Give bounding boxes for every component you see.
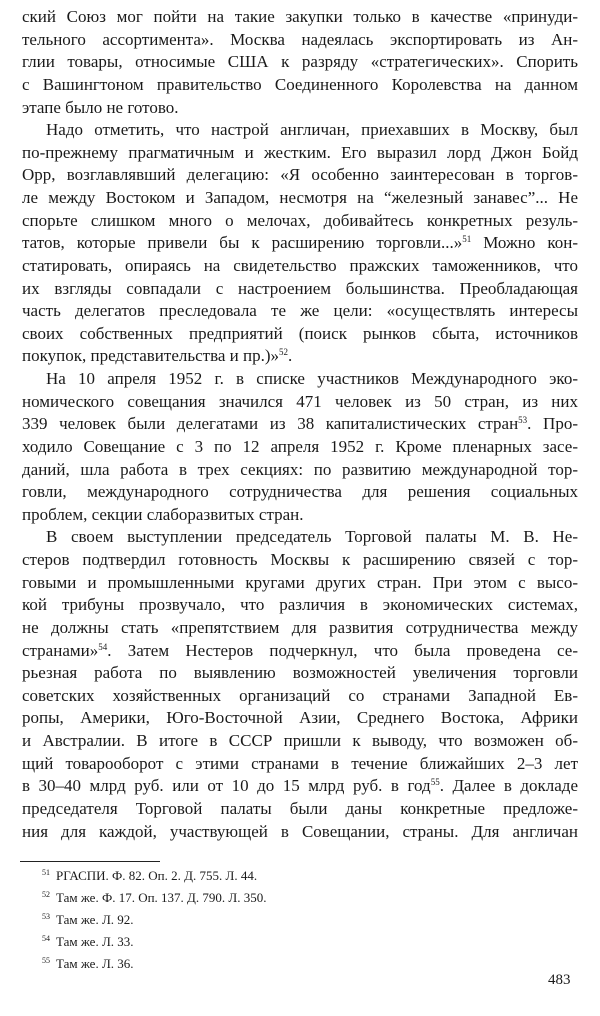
text-segment: ропы, Америки, Юго-Восточной Азии, Среднего Востока, Африки <box>22 708 578 728</box>
text-line <box>22 6 578 29</box>
text-line <box>22 187 578 210</box>
footnote-text: Там же. Л. 92. <box>56 912 134 927</box>
text-line <box>22 413 578 436</box>
text-line <box>22 436 578 459</box>
footnote-number: 54 <box>42 934 50 943</box>
text-line <box>22 51 578 74</box>
text-line <box>22 572 578 595</box>
page-number: 483 <box>548 972 571 988</box>
text-segment: Орр, возглавлявший делегацию: «Я особенно заинтересован в торгов- <box>22 165 578 185</box>
text-segment: в 30–40 млрд руб. или от 10 до 15 млрд руб. в год <box>22 776 431 796</box>
text-line <box>22 210 578 233</box>
footnote-separator <box>20 861 160 862</box>
text-segment: председателя Торговой палаты были даны конкретные предложе- <box>22 798 578 818</box>
footnote-number: 51 <box>42 868 50 877</box>
text-line <box>22 526 578 549</box>
text-segment: своих собственных предприятий (поиск рынков сбыта, источников <box>22 323 578 343</box>
text-segment: по-прежнему прагматичным и жестким. Его выразил лорд Джон Бойд <box>22 142 578 162</box>
text-line <box>22 504 578 527</box>
text-line <box>22 74 578 97</box>
text-line <box>22 821 578 844</box>
paragraph <box>22 6 578 119</box>
text-segment: странами» <box>22 640 99 660</box>
footnote-number: 53 <box>42 912 50 921</box>
text-segment: проблем, секции слаборазвитых стран. <box>22 504 304 524</box>
text-line <box>22 685 578 708</box>
text-segment: тельного ассортимента». Москва надеялась экспортировать из Ан- <box>22 29 578 49</box>
text-segment: В своем выступлении председатель Торговой палаты М. В. Не- <box>46 527 578 547</box>
text-segment: кой трибуны прозвучало, что различия в экономических системах, <box>22 595 578 615</box>
text-line <box>22 119 578 142</box>
text-line <box>22 391 578 414</box>
text-line <box>22 753 578 776</box>
paragraph <box>22 119 578 368</box>
text-segment: татов, которые привели бы к расширению торговли...» <box>22 233 463 253</box>
text-segment: Можно кон- <box>471 233 578 253</box>
text-segment: говли, международного сотрудничества для решения социальных <box>22 482 578 502</box>
text-segment: спорьте слишком много о мелочах, добивайтесь конкретных резуль- <box>22 210 578 230</box>
footnote <box>42 931 267 953</box>
text-segment: стеров подтвердил готовность Москвы к расширению связей с тор- <box>22 550 578 569</box>
text-line <box>22 278 578 301</box>
footnote-ref: 53 <box>518 415 528 426</box>
text-line <box>22 798 578 821</box>
text-line <box>22 549 578 572</box>
text-segment: ния для каждой, участвующей в Совещании, страны. Для англичан <box>22 821 578 841</box>
footnote-number: 52 <box>42 890 50 899</box>
footnote-text: Там же. Л. 36. <box>56 956 134 971</box>
text-segment: Надо отметить, что настрой англичан, приехавших в Москву, был <box>46 120 578 140</box>
text-segment: рьезная работа по выявлению возможностей увеличения торговли <box>22 663 578 683</box>
text-segment: часть делегатов преследовала те же цели: «осуществлять интересы <box>22 301 578 321</box>
text-segment: ский Союз мог пойти на такие закупки только в качестве «принуди- <box>22 7 578 26</box>
text-segment: номического совещания значился 471 человек из 50 стран, из них <box>22 391 578 411</box>
text-line <box>22 662 578 685</box>
footnotes <box>42 865 267 975</box>
footnote-ref: 51 <box>462 234 472 245</box>
text-line <box>22 640 578 663</box>
text-line <box>22 459 578 482</box>
text-segment: На 10 апреля 1952 г. в списке участников Международного эко- <box>46 369 578 388</box>
text-line <box>22 97 578 120</box>
text-segment: глии товары, относимые США к разряду «стратегических». Спорить <box>22 52 578 72</box>
footnote <box>42 887 267 909</box>
text-segment: . Про- <box>527 414 578 434</box>
text-line <box>22 142 578 165</box>
footnote <box>42 953 267 975</box>
text-segment: не должны стать «препятствием для развития сотрудничества между <box>22 617 578 637</box>
footnote-ref: 54 <box>98 641 108 652</box>
body-text <box>22 6 578 843</box>
footnote-ref: 55 <box>430 777 440 788</box>
text-line <box>22 481 578 504</box>
text-line <box>22 29 578 52</box>
text-segment: их взгляды совпадали с настроением большинства. Преобладающая <box>22 278 578 298</box>
text-segment: . Далее в докладе <box>439 776 578 796</box>
text-line <box>22 300 578 323</box>
paragraph <box>22 526 578 843</box>
text-segment: щий товарооборот с этими странами в течение ближайших 2–3 лет <box>22 753 578 773</box>
footnote-text: РГАСПИ. Ф. 82. Оп. 2. Д. 755. Л. 44. <box>56 868 258 883</box>
text-segment: этапе было не готово. <box>22 97 179 117</box>
footnote <box>42 865 267 887</box>
text-line <box>22 368 578 391</box>
text-line <box>22 617 578 640</box>
footnote-number: 55 <box>42 956 50 965</box>
text-segment: и Австралии. В итоге в СССР пришли к выводу, что возможен об- <box>22 731 578 750</box>
text-line <box>22 707 578 730</box>
text-line <box>22 164 578 187</box>
footnote-text: Там же. Ф. 17. Оп. 137. Д. 790. Л. 350. <box>56 890 267 905</box>
paragraph <box>22 368 578 526</box>
text-segment: с Вашингтоном правительство Соединенного Королевства на данном <box>22 74 578 94</box>
text-segment: . <box>288 346 293 366</box>
text-line <box>22 345 578 368</box>
footnote-text: Там же. Л. 33. <box>56 934 134 949</box>
text-line <box>22 232 578 255</box>
footnote-ref: 52 <box>279 347 289 358</box>
text-line <box>22 730 578 753</box>
text-segment: покупок, представительства и пр.)» <box>22 346 280 366</box>
text-segment: ходило Совещание с 3 по 12 апреля 1952 г. Кроме пленарных засе- <box>22 436 578 456</box>
text-segment: . Затем Нестеров подчеркнул, что была проведена се- <box>107 640 578 660</box>
text-line <box>22 255 578 278</box>
text-segment: говыми и промышленными кругами других стран. При этом с высо- <box>22 572 578 592</box>
text-line <box>22 775 578 798</box>
text-segment: статировать, опираясь на свидетельство пражских таможенников, что <box>22 255 578 275</box>
text-line <box>22 594 578 617</box>
text-segment: даний, шла работа в трех секциях: по развитию международной тор- <box>22 459 578 479</box>
text-line <box>22 323 578 346</box>
text-segment: ле между Востоком и Западом, несмотря на “железный занавес”... Не <box>22 188 578 207</box>
text-segment: 339 человек были делегатами из 38 капиталистических стран <box>22 414 519 434</box>
text-segment: советских хозяйственных организаций со странами Западной Ев- <box>22 685 578 705</box>
footnote <box>42 909 267 931</box>
